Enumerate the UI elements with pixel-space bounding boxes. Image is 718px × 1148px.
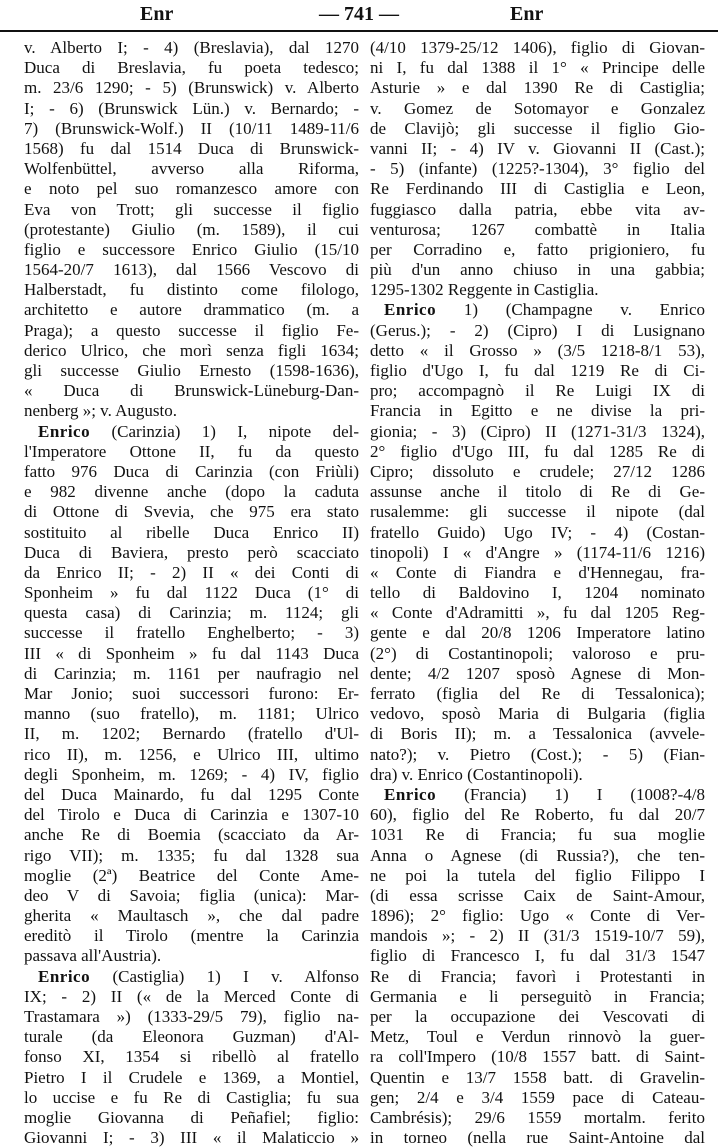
line-text: per Corradino e, fatto prigioniero, fu bbox=[370, 239, 705, 259]
line-text: 1568) fu dal 1514 Duca di Brunswick- bbox=[24, 138, 359, 158]
text-line bbox=[370, 946, 705, 966]
line-text: (Castiglia) 1) I v. Alfonso bbox=[90, 966, 359, 986]
line-text: « Conte di Fiandra e d'Hennegau, fra- bbox=[370, 562, 705, 582]
text-line bbox=[24, 240, 359, 260]
text-line bbox=[370, 99, 705, 119]
text-line bbox=[370, 886, 705, 906]
text-line bbox=[370, 78, 705, 98]
text-line bbox=[24, 684, 359, 704]
line-text: figlio e successore Enrico Giulio (15/10 bbox=[24, 239, 359, 259]
text-line bbox=[370, 321, 705, 341]
line-text: « Duca di Brunswick-Lüneburg-Dan- bbox=[24, 381, 359, 401]
line-text: gente e dal 20/8 1206 Imperatore latino bbox=[370, 623, 705, 643]
line-text: ne poi la tutela del figlio Filippo I bbox=[370, 865, 705, 885]
line-text: questa casa) di Carinzia; m. 1124; gli bbox=[24, 603, 359, 623]
headword: Enrico bbox=[38, 966, 91, 986]
line-text: 1564-20/7 1613), dal 1566 Vescovo di bbox=[24, 260, 359, 280]
text-line bbox=[24, 583, 359, 603]
text-line bbox=[24, 926, 359, 946]
line-text: 7) (Brunswick-Wolf.) II (10/11 1489-11/6 bbox=[24, 118, 359, 138]
line-text: gionia; - 3) (Cipro) II (1271-31/3 1324), bbox=[370, 421, 705, 441]
line-text: Francia in Egitto e ne divise la pri- bbox=[370, 401, 705, 421]
line-text: lo uccise e fu Re di Castiglia; fu sua bbox=[24, 1087, 359, 1107]
line-text: ferrato (figlia del Re di Tessalonica); bbox=[370, 684, 705, 703]
text-line bbox=[370, 523, 705, 543]
text-line bbox=[370, 401, 705, 421]
line-text: Duca di Baviera, presto però scacciato bbox=[24, 542, 359, 562]
text-line bbox=[370, 825, 705, 845]
line-text: v. Gomez de Sotomayor e Gonzalez bbox=[370, 98, 705, 118]
line-text: figlio d'Ugo I, fu dal 1219 Re di Ci- bbox=[370, 361, 705, 380]
line-text: moglie Giovanna di Peñafiel; figlio: bbox=[24, 1107, 359, 1127]
text-line bbox=[370, 462, 705, 482]
entry-start-line bbox=[370, 300, 705, 320]
line-text: tello di Baldovino I, 1204 nominato bbox=[370, 583, 705, 603]
line-text: pro; accompagnò il Re Luigi IX di bbox=[370, 381, 705, 401]
text-line bbox=[24, 1108, 359, 1128]
line-text: Re di Francia; favorì i Protestanti in bbox=[370, 966, 705, 986]
text-line bbox=[370, 1108, 705, 1128]
line-text: fatto 976 Duca di Carinzia (con Friùli) bbox=[24, 461, 359, 481]
line-text: figlio di Francesco I, fu dal 31/3 1547 bbox=[370, 946, 705, 966]
line-text: di Carinzia; m. 1161 per naufragio nel bbox=[24, 663, 359, 683]
line-text: 60), figlio del Re Roberto, fu dal 20/7 bbox=[370, 805, 705, 825]
line-text: nato?); v. Pietro (Cost.); - 5) (Fian- bbox=[370, 744, 705, 764]
text-line bbox=[24, 1027, 359, 1047]
text-line bbox=[24, 139, 359, 159]
text-line bbox=[24, 159, 359, 179]
text-line bbox=[370, 664, 705, 684]
line-text: (2°) di Costantinopoli; valoroso e pru- bbox=[370, 643, 705, 663]
text-line bbox=[370, 563, 705, 583]
page-number: — 741 — bbox=[319, 3, 399, 25]
line-text: Cipro; dissoluto e crudele; 27/12 1286 bbox=[370, 461, 705, 481]
line-text: l'Imperatore Ottone II, fu da questo bbox=[24, 441, 359, 461]
text-line bbox=[24, 805, 359, 825]
line-text: fonso XI, 1354 si ribellò al fratello bbox=[24, 1047, 359, 1067]
text-line bbox=[370, 179, 705, 199]
text-line bbox=[24, 785, 359, 805]
entry-start-line bbox=[24, 422, 359, 442]
line-text: mandois »; - 2) II (31/3 1519-10/7 59), bbox=[370, 926, 705, 946]
text-line bbox=[24, 341, 359, 361]
line-text: Germania e li perseguitò in Francia; bbox=[370, 986, 705, 1006]
text-line bbox=[24, 78, 359, 98]
line-text: gen; 2/4 e 3/4 1559 pace di Cateau- bbox=[370, 1087, 705, 1107]
line-text: gherita « Maultasch », che dal padre bbox=[24, 906, 359, 926]
line-text: ra coll'Impero (10/8 1557 batt. di Saint- bbox=[370, 1047, 705, 1067]
line-text: III « di Sponheim » fu dal 1143 Duca bbox=[24, 643, 359, 663]
line-text: Pietro I il Crudele e 1369, a Montiel, bbox=[24, 1067, 359, 1087]
text-line bbox=[370, 684, 705, 704]
text-line bbox=[24, 886, 359, 906]
text-line bbox=[370, 240, 705, 260]
text-line bbox=[370, 260, 705, 280]
text-line bbox=[24, 987, 359, 1007]
line-text: II, m. 1202; Bernardo (fratello d'Ul- bbox=[24, 724, 359, 744]
text-line bbox=[370, 119, 705, 139]
line-text: del Duca Mainardo, fu dal 1295 Conte bbox=[24, 784, 359, 804]
line-text: v. Alberto I; - 4) (Breslavia), dal 1270 bbox=[24, 38, 359, 57]
line-text: Eva von Trott; gli successe il figlio bbox=[24, 199, 359, 219]
text-line bbox=[370, 280, 705, 300]
line-text: degli Sponheim, m. 1269; - 4) IV, figlio bbox=[24, 764, 359, 784]
line-text: Giovanni I; - 3) III « il Malaticcio » bbox=[24, 1128, 359, 1148]
text-line bbox=[24, 442, 359, 462]
line-text: rico II), m. 1256, e Ulrico III, ultimo bbox=[24, 744, 359, 764]
text-line bbox=[24, 765, 359, 785]
text-line bbox=[370, 442, 705, 462]
line-text: Trastamara ») (1333-29/5 79), figlio na- bbox=[24, 1007, 359, 1026]
text-line bbox=[370, 846, 705, 866]
line-text: sostituito al ribelle Duca Enrico II) bbox=[24, 522, 359, 542]
text-line bbox=[370, 967, 705, 987]
headword: Enrico bbox=[384, 300, 437, 320]
line-text: rusalemme: gli successe il nipote (dal bbox=[370, 502, 705, 522]
text-line bbox=[370, 603, 705, 623]
text-line bbox=[370, 704, 705, 724]
line-text: 1295-1302 Reggente in Castiglia. bbox=[370, 280, 599, 300]
text-line bbox=[24, 644, 359, 664]
text-line bbox=[24, 946, 359, 966]
text-line bbox=[370, 724, 705, 744]
headword: Enrico bbox=[384, 784, 437, 804]
line-text: Asturie » e dal 1390 Re di Castiglia; bbox=[370, 78, 705, 98]
header-rule bbox=[0, 30, 718, 32]
line-text: rigo VII); m. 1335; fu dal 1328 sua bbox=[24, 845, 359, 865]
text-line bbox=[24, 603, 359, 623]
text-line bbox=[24, 543, 359, 563]
text-line bbox=[24, 38, 359, 58]
text-line bbox=[370, 139, 705, 159]
text-line bbox=[370, 765, 705, 785]
text-line bbox=[24, 200, 359, 220]
text-line bbox=[24, 704, 359, 724]
left-column bbox=[24, 38, 359, 1148]
line-text: anche Re di Boemia (scacciato da Ar- bbox=[24, 825, 359, 845]
line-text: manno (suo fratello), m. 1181; Ulrico bbox=[24, 704, 359, 724]
text-line bbox=[24, 664, 359, 684]
line-text: Mar Jonio; suoi successori furono: Er- bbox=[24, 684, 359, 703]
line-text: moglie (2ª) Beatrice del Conte Ame- bbox=[24, 865, 359, 885]
line-text: Re Ferdinando III di Castiglia e Leon, bbox=[370, 179, 705, 199]
text-line bbox=[24, 502, 359, 522]
line-text: dente; 4/2 1207 sposò Agnese di Mon- bbox=[370, 663, 705, 683]
text-line bbox=[370, 381, 705, 401]
text-line bbox=[24, 280, 359, 300]
line-text: dra) v. Enrico (Costantinopoli). bbox=[370, 764, 583, 784]
line-text: « Conte d'Adramitti », fu dal 1205 Reg- bbox=[370, 603, 705, 623]
line-text: Wolfenbüttel, avverso alla Riforma, bbox=[24, 159, 359, 179]
line-text: passava all'Austria). bbox=[24, 946, 162, 966]
line-text: e 982 divenne anche (dopo la caduta bbox=[24, 482, 359, 502]
text-line bbox=[24, 1007, 359, 1027]
line-text: Cambrésis); 29/6 1559 mortalm. ferito bbox=[370, 1107, 705, 1127]
line-text: - 5) (infante) (1225?-1304), 3° figlio del bbox=[370, 159, 705, 179]
text-line bbox=[370, 623, 705, 643]
text-line bbox=[370, 926, 705, 946]
text-line bbox=[24, 1047, 359, 1067]
text-line bbox=[370, 200, 705, 220]
text-line bbox=[24, 745, 359, 765]
text-line bbox=[24, 866, 359, 886]
text-line bbox=[370, 866, 705, 886]
line-text: successe il fratello Enghelberto; - 3) bbox=[24, 623, 359, 643]
line-text: 1031 Re di Francia; fu sua moglie bbox=[370, 825, 705, 845]
line-text: Duca di Breslavia, fu poeta tedesco; bbox=[24, 58, 359, 78]
line-text: turale (da Eleonora Guzman) d'Al- bbox=[24, 1027, 359, 1047]
right-column bbox=[370, 38, 705, 1148]
line-text: di Boris II); m. a Tessalonica (avvele- bbox=[370, 724, 705, 744]
text-line bbox=[24, 1068, 359, 1088]
line-text: nenberg »; v. Augusto. bbox=[24, 401, 177, 421]
text-line bbox=[370, 543, 705, 563]
line-text: vanni II; - 4) IV v. Giovanni II (Cast.); bbox=[370, 138, 705, 158]
text-line bbox=[370, 159, 705, 179]
text-line bbox=[370, 341, 705, 361]
text-line bbox=[24, 825, 359, 845]
text-line bbox=[24, 523, 359, 543]
line-text: tinopoli) I « d'Angre » (1174-11/6 1216) bbox=[370, 542, 705, 562]
header-left-guideword: Enr bbox=[140, 3, 174, 25]
page-header bbox=[0, 0, 718, 32]
text-line bbox=[24, 623, 359, 643]
text-line bbox=[24, 361, 359, 381]
line-text: IX; - 2) II (« de la Merced Conte di bbox=[24, 986, 359, 1006]
line-text: de Clavijò; gli successe il figlio Gio- bbox=[370, 118, 705, 138]
text-line bbox=[370, 361, 705, 381]
text-line bbox=[24, 260, 359, 280]
text-line bbox=[24, 563, 359, 583]
line-text: gli successe Giulio Ernesto (1598-1636), bbox=[24, 361, 359, 380]
text-line bbox=[370, 1068, 705, 1088]
text-line bbox=[370, 58, 705, 78]
text-line bbox=[24, 1088, 359, 1108]
text-line bbox=[24, 321, 359, 341]
text-line bbox=[24, 220, 359, 240]
line-text: 1) (Champagne v. Enrico bbox=[436, 300, 705, 320]
line-text: (Carinzia) 1) I, nipote del- bbox=[90, 421, 359, 441]
line-text: per la occupazione dei Vescovati di bbox=[370, 1007, 705, 1026]
line-text: (di essa scrisse Caix de Saint-Amour, bbox=[370, 885, 705, 905]
text-line bbox=[370, 583, 705, 603]
line-text: ni I, fu dal 1388 il 1° « Principe delle bbox=[370, 58, 705, 78]
text-line bbox=[370, 502, 705, 522]
line-text: e noto pel suo romanzesco amore con bbox=[24, 179, 359, 199]
text-line bbox=[24, 119, 359, 139]
line-text: 2° figlio d'Ugo III, fu dal 1285 Re di bbox=[370, 441, 705, 461]
text-line bbox=[24, 846, 359, 866]
line-text: (Francia) 1) I (1008?-4/8 bbox=[436, 784, 705, 804]
text-line bbox=[24, 179, 359, 199]
text-line bbox=[24, 381, 359, 401]
line-text: m. 23/6 1290; - 5) (Brunswick) v. Alberto bbox=[24, 78, 359, 98]
line-text: Halberstadt, fu distinto come filologo, bbox=[24, 280, 359, 300]
text-line bbox=[370, 38, 705, 58]
line-text: vedovo, sposò Maria di Bulgaria (figlia bbox=[370, 704, 705, 724]
text-line bbox=[370, 1027, 705, 1047]
text-line bbox=[370, 1007, 705, 1027]
text-line bbox=[370, 220, 705, 240]
text-line bbox=[370, 1088, 705, 1108]
line-text: 1896); 2° figlio: Ugo « Conte di Ver- bbox=[370, 906, 705, 926]
line-text: da Enrico II; - 2) II « dei Conti di bbox=[24, 562, 359, 582]
text-line bbox=[370, 1128, 705, 1148]
line-text: ereditò il Tirolo (mentre la Carinzia bbox=[24, 926, 359, 946]
text-line bbox=[24, 462, 359, 482]
text-line bbox=[24, 724, 359, 744]
text-line bbox=[370, 906, 705, 926]
line-text: fuggiasco dalla patria, ebbe vita av- bbox=[370, 199, 705, 219]
entry-start-line bbox=[24, 967, 359, 987]
text-line bbox=[24, 99, 359, 119]
line-text: Praga); a questo successe il figlio Fe- bbox=[24, 320, 359, 340]
text-line bbox=[370, 987, 705, 1007]
line-text: venturosa; 1267 combattè in Italia bbox=[370, 219, 705, 239]
line-text: deo V di Savoia; figlia (unica): Mar- bbox=[24, 885, 359, 905]
text-line bbox=[24, 1128, 359, 1148]
line-text: architetto e autore drammatico (m. a bbox=[24, 300, 359, 320]
text-line bbox=[24, 482, 359, 502]
line-text: (protestante) Giulio (m. 1589), il cui bbox=[24, 219, 359, 239]
line-text: in torneo (nella rue Saint-Antoine dal bbox=[370, 1128, 705, 1148]
text-line bbox=[24, 401, 359, 421]
text-line bbox=[370, 805, 705, 825]
text-line bbox=[24, 300, 359, 320]
line-text: del Tirolo e Duca di Carinzia e 1307-10 bbox=[24, 805, 359, 825]
line-text: più d'un anno chiuso in una gabbia; bbox=[370, 260, 705, 280]
line-text: I; - 6) (Brunswick Lün.) v. Bernardo; - bbox=[24, 98, 359, 118]
line-text: fratello Guido) Ugo IV; - 4) (Costan- bbox=[370, 522, 705, 542]
header-right-guideword: Enr bbox=[510, 3, 544, 25]
line-text: detto « il Grosso » (3/5 1218-8/1 53), bbox=[370, 340, 705, 360]
line-text: di Ottone di Svevia, che 975 era stato bbox=[24, 502, 359, 522]
line-text: assunse anche il titolo di Re di Ge- bbox=[370, 482, 705, 502]
text-line bbox=[24, 58, 359, 78]
headword: Enrico bbox=[38, 421, 91, 441]
line-text: derico Ulrico, che morì senza figli 1634; bbox=[24, 340, 359, 360]
line-text: (4/10 1379-25/12 1406), figlio di Giovan- bbox=[370, 38, 705, 57]
text-line bbox=[24, 906, 359, 926]
line-text: Sponheim » fu dal 1122 Duca (1° di bbox=[24, 583, 359, 603]
text-line bbox=[370, 482, 705, 502]
text-line bbox=[370, 1047, 705, 1067]
text-line bbox=[370, 644, 705, 664]
line-text: (Gerus.); - 2) (Cipro) I di Lusignano bbox=[370, 320, 705, 340]
line-text: Anna o Agnese (di Russia?), che ten- bbox=[370, 845, 705, 865]
text-line bbox=[370, 422, 705, 442]
line-text: Metz, Toul e Verdun rinnovò la guer- bbox=[370, 1027, 705, 1047]
entry-start-line bbox=[370, 785, 705, 805]
line-text: Quentin e 13/7 1558 batt. di Gravelin- bbox=[370, 1067, 705, 1087]
text-line bbox=[370, 745, 705, 765]
